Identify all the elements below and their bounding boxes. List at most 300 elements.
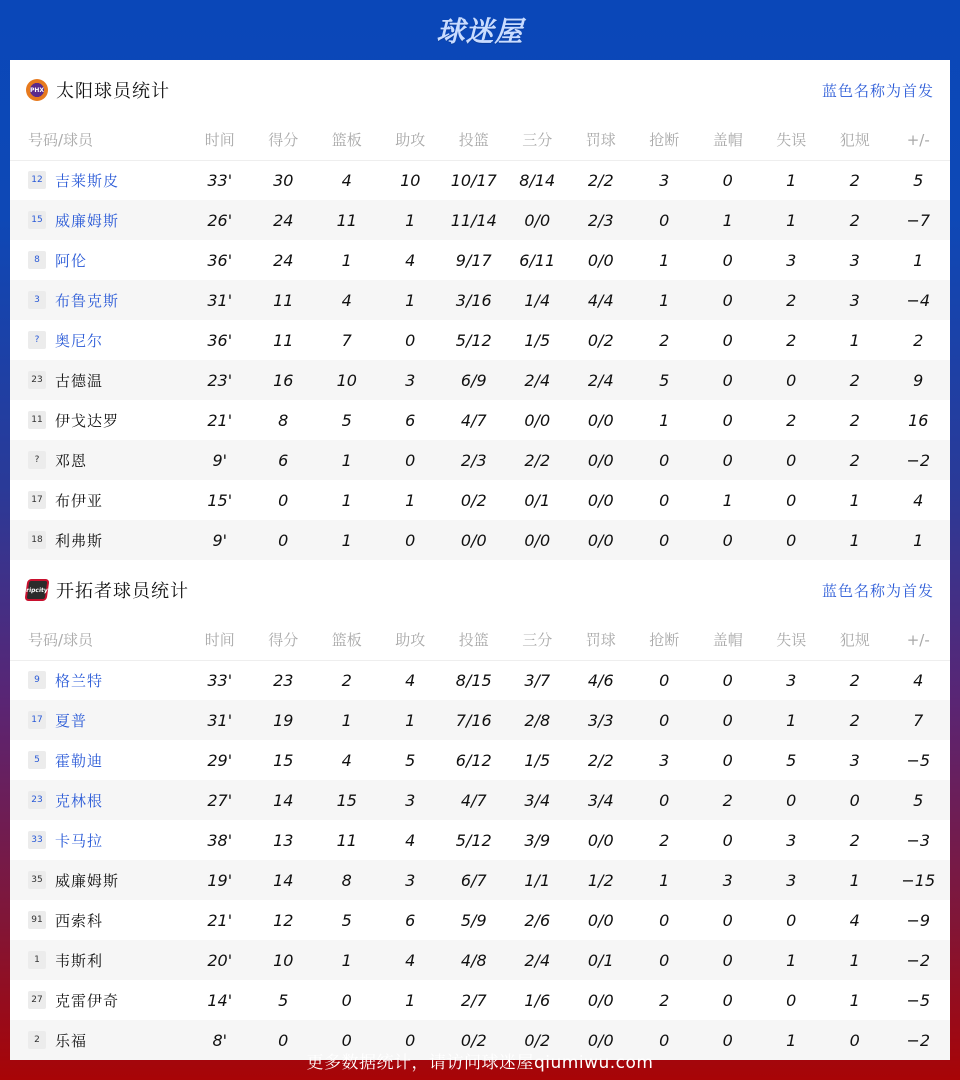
column-header-rebounds: 篮板 bbox=[315, 620, 379, 660]
jersey-number: 17 bbox=[28, 711, 46, 729]
stat-assists: 0 bbox=[405, 330, 416, 350]
stat-plus-minus: −15 bbox=[887, 860, 951, 900]
table-row[interactable] bbox=[10, 900, 950, 940]
player-stats-table bbox=[10, 620, 950, 1060]
stat-fouls: 1 bbox=[823, 860, 887, 900]
stat-assists: 0 bbox=[379, 520, 443, 560]
player-name[interactable]: 霍勒迪 bbox=[55, 751, 104, 770]
stat-turnovers: 3 bbox=[786, 670, 797, 690]
player-name[interactable]: 克雷伊奇 bbox=[55, 991, 120, 1010]
phx-suns-logo-icon: PHX bbox=[26, 79, 48, 101]
table-row[interactable] bbox=[10, 700, 950, 740]
stat-plus-minus: −2 bbox=[887, 940, 951, 980]
player-name[interactable]: 乐福 bbox=[55, 1031, 88, 1050]
player-cell[interactable] bbox=[10, 160, 188, 200]
stat-rebounds: 11 bbox=[315, 200, 379, 240]
stat-plus-minus: 5 bbox=[913, 170, 924, 190]
player-cell[interactable] bbox=[10, 700, 188, 740]
jersey-number: 91 bbox=[28, 911, 46, 929]
stat-three-pointers: 1/1 bbox=[506, 860, 570, 900]
player-name[interactable]: 吉莱斯皮 bbox=[55, 171, 120, 190]
player-cell[interactable] bbox=[10, 940, 188, 980]
stat-free-throws: 3/4 bbox=[569, 780, 633, 820]
stat-blocks: 0 bbox=[722, 910, 733, 930]
player-name[interactable]: 西索科 bbox=[55, 911, 104, 930]
stat-points: 12 bbox=[273, 910, 294, 930]
player-cell[interactable] bbox=[10, 480, 188, 520]
player-cell[interactable] bbox=[10, 360, 188, 400]
stat-free-throws: 0/0 bbox=[587, 410, 614, 430]
stat-rebounds: 4 bbox=[341, 750, 352, 770]
player-name[interactable]: 奥尼尔 bbox=[55, 331, 104, 350]
stat-points: 11 bbox=[273, 330, 294, 350]
stat-minutes: 31' bbox=[188, 280, 252, 320]
stat-turnovers: 0 bbox=[760, 780, 824, 820]
player-name[interactable]: 卡马拉 bbox=[55, 831, 104, 850]
stat-blocks: 3 bbox=[696, 860, 760, 900]
stat-minutes: 33' bbox=[207, 670, 233, 690]
column-header-minutes: 时间 bbox=[188, 120, 252, 160]
stat-points: 8 bbox=[278, 410, 289, 430]
stat-plus-minus: 7 bbox=[887, 700, 951, 740]
section-header bbox=[10, 60, 950, 120]
jersey-number: ? bbox=[28, 331, 46, 349]
player-cell[interactable] bbox=[10, 280, 188, 320]
stat-minutes: 14' bbox=[207, 990, 233, 1010]
stat-assists: 6 bbox=[405, 410, 416, 430]
player-name[interactable]: 古德温 bbox=[55, 371, 104, 390]
stat-blocks: 0 bbox=[722, 170, 733, 190]
stat-plus-minus: 16 bbox=[908, 410, 929, 430]
stat-fouls: 1 bbox=[823, 520, 887, 560]
stat-assists: 1 bbox=[379, 200, 443, 240]
stat-plus-minus: −5 bbox=[906, 990, 931, 1010]
stat-points: 14 bbox=[252, 780, 316, 820]
stat-plus-minus: −2 bbox=[887, 1020, 951, 1060]
stat-rebounds: 1 bbox=[315, 700, 379, 740]
stat-assists: 6 bbox=[405, 910, 416, 930]
table-row[interactable] bbox=[10, 660, 950, 700]
stat-blocks: 0 bbox=[696, 440, 760, 480]
stat-steals: 5 bbox=[633, 360, 697, 400]
stat-field-goals: 2/3 bbox=[442, 440, 506, 480]
stat-plus-minus: 4 bbox=[913, 490, 924, 510]
stat-assists: 1 bbox=[405, 990, 416, 1010]
stat-steals: 1 bbox=[659, 410, 670, 430]
stat-points: 16 bbox=[252, 360, 316, 400]
stat-free-throws: 0/2 bbox=[587, 330, 614, 350]
player-name[interactable]: 韦斯利 bbox=[55, 951, 104, 970]
stat-free-throws: 0/0 bbox=[587, 250, 614, 270]
player-name[interactable]: 伊戈达罗 bbox=[55, 411, 120, 430]
stat-assists: 0 bbox=[379, 1020, 443, 1060]
stat-minutes: 27' bbox=[188, 780, 252, 820]
column-header-fouls: 犯规 bbox=[823, 620, 887, 660]
stat-blocks: 0 bbox=[696, 360, 760, 400]
table-row[interactable] bbox=[10, 740, 950, 780]
footer-banner[interactable]: 更多数据统计，请访问球迷屋qiumiwu.com bbox=[306, 1052, 654, 1073]
stat-points: 0 bbox=[252, 1020, 316, 1060]
stat-steals: 0 bbox=[633, 780, 697, 820]
stat-fouls: 1 bbox=[849, 490, 860, 510]
table-row[interactable] bbox=[10, 520, 950, 560]
stat-rebounds: 1 bbox=[315, 520, 379, 560]
column-header-points: 得分 bbox=[252, 620, 316, 660]
stat-minutes: 8' bbox=[188, 1020, 252, 1060]
stat-blocks: 0 bbox=[696, 520, 760, 560]
column-header-field-goals: 投篮 bbox=[442, 120, 506, 160]
column-header-player: 号码/球员 bbox=[10, 620, 188, 660]
stat-blocks: 0 bbox=[722, 330, 733, 350]
stat-plus-minus: −4 bbox=[887, 280, 951, 320]
column-header-turnovers: 失误 bbox=[760, 620, 824, 660]
stat-minutes: 9' bbox=[188, 440, 252, 480]
stat-rebounds: 7 bbox=[341, 330, 352, 350]
starter-legend: 蓝色名称为首发 bbox=[821, 81, 934, 100]
stat-field-goals: 5/12 bbox=[455, 830, 492, 850]
stat-turnovers: 1 bbox=[760, 1020, 824, 1060]
section-title: 太阳球员统计 bbox=[56, 81, 170, 102]
stat-minutes: 23' bbox=[188, 360, 252, 400]
player-cell[interactable] bbox=[10, 320, 188, 360]
stat-field-goals: 2/7 bbox=[460, 990, 487, 1010]
stat-turnovers: 3 bbox=[786, 250, 797, 270]
stat-free-throws: 4/4 bbox=[569, 280, 633, 320]
stat-three-pointers: 1/6 bbox=[524, 990, 551, 1010]
stat-fouls: 2 bbox=[849, 670, 860, 690]
stat-steals: 2 bbox=[659, 830, 670, 850]
stat-steals: 2 bbox=[659, 330, 670, 350]
stat-field-goals: 11/14 bbox=[442, 200, 506, 240]
stat-steals: 0 bbox=[633, 200, 697, 240]
stat-rebounds: 8 bbox=[315, 860, 379, 900]
stat-steals: 3 bbox=[659, 750, 670, 770]
table-row[interactable] bbox=[10, 940, 950, 980]
table-row[interactable] bbox=[10, 400, 950, 440]
player-name[interactable]: 夏普 bbox=[55, 711, 88, 730]
player-name[interactable]: 格兰特 bbox=[55, 671, 104, 690]
stat-rebounds: 1 bbox=[341, 490, 352, 510]
stat-free-throws: 0/0 bbox=[569, 440, 633, 480]
stat-fouls: 2 bbox=[849, 410, 860, 430]
stat-turnovers: 0 bbox=[786, 990, 797, 1010]
table-header-row bbox=[10, 120, 950, 160]
stat-field-goals: 4/8 bbox=[442, 940, 506, 980]
player-name[interactable]: 布鲁克斯 bbox=[55, 291, 120, 310]
stat-points: 19 bbox=[252, 700, 316, 740]
stat-field-goals: 0/2 bbox=[460, 490, 487, 510]
column-header-three-pointers: 三分 bbox=[506, 620, 570, 660]
player-cell[interactable] bbox=[10, 740, 188, 780]
stat-turnovers: 1 bbox=[786, 170, 797, 190]
column-header-fouls: 犯规 bbox=[823, 120, 887, 160]
stat-three-pointers: 1/5 bbox=[524, 750, 551, 770]
jersey-number: 2 bbox=[28, 1031, 46, 1049]
stat-fouls: 0 bbox=[823, 1020, 887, 1060]
stat-points: 0 bbox=[278, 490, 289, 510]
column-header-assists: 助攻 bbox=[379, 120, 443, 160]
player-cell[interactable] bbox=[10, 240, 188, 280]
stat-plus-minus: 1 bbox=[887, 520, 951, 560]
stat-turnovers: 0 bbox=[786, 910, 797, 930]
player-name[interactable]: 阿伦 bbox=[55, 251, 88, 270]
table-row[interactable] bbox=[10, 480, 950, 520]
stat-free-throws: 0/1 bbox=[569, 940, 633, 980]
player-name[interactable]: 克林根 bbox=[55, 791, 104, 810]
stat-blocks: 0 bbox=[696, 940, 760, 980]
stat-blocks: 0 bbox=[722, 750, 733, 770]
section-header bbox=[10, 560, 950, 620]
column-header-three-pointers: 三分 bbox=[506, 120, 570, 160]
column-header-rebounds: 篮板 bbox=[315, 120, 379, 160]
stat-minutes: 9' bbox=[188, 520, 252, 560]
stat-steals: 2 bbox=[659, 990, 670, 1010]
stat-turnovers: 2 bbox=[760, 280, 824, 320]
table-row[interactable] bbox=[10, 360, 950, 400]
player-cell[interactable] bbox=[10, 860, 188, 900]
jersey-number: 15 bbox=[28, 211, 46, 229]
stat-blocks: 0 bbox=[722, 670, 733, 690]
stat-field-goals: 3/16 bbox=[442, 280, 506, 320]
jersey-number: 17 bbox=[28, 491, 46, 509]
stat-blocks: 0 bbox=[722, 830, 733, 850]
stat-turnovers: 3 bbox=[786, 830, 797, 850]
table-row[interactable] bbox=[10, 820, 950, 860]
stat-three-pointers: 0/0 bbox=[506, 200, 570, 240]
stat-turnovers: 1 bbox=[760, 940, 824, 980]
stat-blocks: 0 bbox=[722, 990, 733, 1010]
stat-steals: 0 bbox=[633, 940, 697, 980]
stat-rebounds: 15 bbox=[315, 780, 379, 820]
jersey-number: 35 bbox=[28, 871, 46, 889]
stat-blocks: 1 bbox=[696, 200, 760, 240]
site-header bbox=[0, 0, 960, 60]
stat-field-goals: 6/9 bbox=[442, 360, 506, 400]
stat-turnovers: 1 bbox=[760, 700, 824, 740]
stat-free-throws: 4/6 bbox=[587, 670, 614, 690]
stat-plus-minus: −7 bbox=[887, 200, 951, 240]
jersey-number: 27 bbox=[28, 991, 46, 1009]
stat-three-pointers: 0/2 bbox=[506, 1020, 570, 1060]
stat-field-goals: 10/17 bbox=[450, 170, 497, 190]
stat-minutes: 26' bbox=[188, 200, 252, 240]
starter-legend: 蓝色名称为首发 bbox=[821, 581, 934, 600]
stat-points: 11 bbox=[252, 280, 316, 320]
stat-three-pointers: 3/7 bbox=[524, 670, 551, 690]
table-row[interactable] bbox=[10, 200, 950, 240]
stat-three-pointers: 2/4 bbox=[506, 940, 570, 980]
stat-points: 6 bbox=[252, 440, 316, 480]
stat-field-goals: 7/16 bbox=[442, 700, 506, 740]
stat-field-goals: 8/15 bbox=[455, 670, 492, 690]
table-header-row bbox=[10, 620, 950, 660]
player-cell[interactable] bbox=[10, 980, 188, 1020]
player-name[interactable]: 布伊亚 bbox=[55, 491, 104, 510]
stat-steals: 0 bbox=[633, 700, 697, 740]
stat-field-goals: 4/7 bbox=[460, 410, 487, 430]
player-cell[interactable] bbox=[10, 400, 188, 440]
section-title: 开拓者球员统计 bbox=[56, 581, 189, 602]
stat-free-throws: 0/0 bbox=[587, 910, 614, 930]
player-name[interactable]: 邓恩 bbox=[55, 451, 88, 470]
stat-minutes: 36' bbox=[207, 250, 233, 270]
stat-turnovers: 2 bbox=[786, 330, 797, 350]
stat-three-pointers: 3/9 bbox=[524, 830, 551, 850]
stat-rebounds: 4 bbox=[315, 280, 379, 320]
stat-three-pointers: 8/14 bbox=[519, 170, 556, 190]
column-header-points: 得分 bbox=[252, 120, 316, 160]
stat-points: 15 bbox=[273, 750, 294, 770]
stat-fouls: 4 bbox=[849, 910, 860, 930]
stat-assists: 4 bbox=[405, 830, 416, 850]
jersey-number: ? bbox=[28, 451, 46, 469]
stat-fouls: 3 bbox=[849, 250, 860, 270]
stat-fouls: 2 bbox=[849, 170, 860, 190]
stat-assists: 10 bbox=[400, 170, 421, 190]
column-header-plus-minus: +/- bbox=[887, 120, 951, 160]
player-stats-table bbox=[10, 120, 950, 560]
stat-field-goals: 5/9 bbox=[460, 910, 487, 930]
stat-free-throws: 2/4 bbox=[569, 360, 633, 400]
stat-free-throws: 0/0 bbox=[587, 830, 614, 850]
stat-rebounds: 5 bbox=[341, 910, 352, 930]
stat-rebounds: 1 bbox=[315, 940, 379, 980]
stat-rebounds: 5 bbox=[341, 410, 352, 430]
jersey-number: 8 bbox=[28, 251, 46, 269]
stat-minutes: 20' bbox=[188, 940, 252, 980]
stat-free-throws: 0/0 bbox=[569, 520, 633, 560]
stat-blocks: 0 bbox=[722, 410, 733, 430]
stat-steals: 0 bbox=[659, 910, 670, 930]
player-cell[interactable] bbox=[10, 900, 188, 940]
stat-three-pointers: 3/4 bbox=[506, 780, 570, 820]
jersey-number: 33 bbox=[28, 831, 46, 849]
stat-steals: 0 bbox=[633, 520, 697, 560]
stat-blocks: 0 bbox=[696, 1020, 760, 1060]
stat-points: 24 bbox=[273, 250, 294, 270]
player-cell[interactable] bbox=[10, 660, 188, 700]
player-cell[interactable] bbox=[10, 820, 188, 860]
stat-points: 14 bbox=[252, 860, 316, 900]
stat-minutes: 21' bbox=[207, 410, 233, 430]
table-row[interactable] bbox=[10, 320, 950, 360]
player-cell[interactable] bbox=[10, 520, 188, 560]
stat-plus-minus: −9 bbox=[906, 910, 931, 930]
stat-plus-minus: 1 bbox=[913, 250, 924, 270]
stat-fouls: 0 bbox=[823, 780, 887, 820]
stat-assists: 1 bbox=[405, 490, 416, 510]
stat-field-goals: 6/12 bbox=[455, 750, 492, 770]
stat-rebounds: 10 bbox=[315, 360, 379, 400]
stat-plus-minus: 2 bbox=[913, 330, 924, 350]
stat-turnovers: 2 bbox=[786, 410, 797, 430]
stat-blocks: 0 bbox=[696, 700, 760, 740]
stat-turnovers: 0 bbox=[760, 520, 824, 560]
stat-fouls: 3 bbox=[849, 750, 860, 770]
stat-rebounds: 11 bbox=[336, 830, 357, 850]
jersey-number: 5 bbox=[28, 751, 46, 769]
stat-free-throws: 2/3 bbox=[569, 200, 633, 240]
stat-plus-minus: −3 bbox=[906, 830, 931, 850]
stat-three-pointers: 2/4 bbox=[506, 360, 570, 400]
stat-field-goals: 5/12 bbox=[455, 330, 492, 350]
stat-assists: 0 bbox=[379, 440, 443, 480]
column-header-steals: 抢断 bbox=[633, 120, 697, 160]
stat-steals: 0 bbox=[659, 670, 670, 690]
stat-points: 30 bbox=[273, 170, 294, 190]
stat-turnovers: 5 bbox=[786, 750, 797, 770]
player-name[interactable]: 威廉姆斯 bbox=[55, 211, 120, 230]
stat-field-goals: 0/2 bbox=[442, 1020, 506, 1060]
stat-fouls: 3 bbox=[823, 280, 887, 320]
jersey-number: 23 bbox=[28, 371, 46, 389]
stat-turnovers: 0 bbox=[760, 440, 824, 480]
stat-three-pointers: 2/6 bbox=[524, 910, 551, 930]
stat-plus-minus: 5 bbox=[887, 780, 951, 820]
column-header-blocks: 盖帽 bbox=[696, 620, 760, 660]
player-name[interactable]: 威廉姆斯 bbox=[55, 871, 120, 890]
stat-assists: 4 bbox=[405, 670, 416, 690]
stat-fouls: 2 bbox=[823, 200, 887, 240]
stat-free-throws: 3/3 bbox=[569, 700, 633, 740]
player-name[interactable]: 利弗斯 bbox=[55, 531, 104, 550]
stat-steals: 3 bbox=[659, 170, 670, 190]
column-header-free-throws: 罚球 bbox=[569, 120, 633, 160]
stat-steals: 1 bbox=[659, 250, 670, 270]
stat-assists: 4 bbox=[379, 940, 443, 980]
stat-three-pointers: 1/4 bbox=[506, 280, 570, 320]
stat-field-goals: 4/7 bbox=[442, 780, 506, 820]
table-row[interactable] bbox=[10, 860, 950, 900]
stat-assists: 3 bbox=[379, 360, 443, 400]
stat-fouls: 2 bbox=[823, 700, 887, 740]
table-row[interactable] bbox=[10, 280, 950, 320]
column-header-minutes: 时间 bbox=[188, 620, 252, 660]
stat-minutes: 29' bbox=[207, 750, 233, 770]
stat-minutes: 38' bbox=[207, 830, 233, 850]
stat-turnovers: 0 bbox=[786, 490, 797, 510]
table-row[interactable] bbox=[10, 780, 950, 820]
table-row[interactable] bbox=[10, 240, 950, 280]
stat-points: 13 bbox=[273, 830, 294, 850]
jersey-number: 18 bbox=[28, 531, 46, 549]
stat-assists: 3 bbox=[379, 860, 443, 900]
stat-minutes: 33' bbox=[207, 170, 233, 190]
stat-free-throws: 2/2 bbox=[587, 170, 614, 190]
column-header-steals: 抢断 bbox=[633, 620, 697, 660]
stat-points: 10 bbox=[252, 940, 316, 980]
table-row[interactable] bbox=[10, 160, 950, 200]
stat-fouls: 1 bbox=[849, 990, 860, 1010]
stat-blocks: 0 bbox=[696, 280, 760, 320]
stat-points: 24 bbox=[252, 200, 316, 240]
player-cell[interactable] bbox=[10, 780, 188, 820]
player-cell[interactable] bbox=[10, 440, 188, 480]
player-cell[interactable] bbox=[10, 200, 188, 240]
stat-points: 0 bbox=[252, 520, 316, 560]
stat-assists: 5 bbox=[405, 750, 416, 770]
stat-three-pointers: 6/11 bbox=[519, 250, 556, 270]
stat-steals: 0 bbox=[633, 440, 697, 480]
stat-rebounds: 1 bbox=[315, 440, 379, 480]
column-header-turnovers: 失误 bbox=[760, 120, 824, 160]
table-row[interactable] bbox=[10, 980, 950, 1020]
table-row[interactable] bbox=[10, 440, 950, 480]
stat-three-pointers: 0/0 bbox=[524, 410, 551, 430]
stat-fouls: 1 bbox=[849, 330, 860, 350]
stat-steals: 0 bbox=[659, 490, 670, 510]
column-header-player: 号码/球员 bbox=[10, 120, 188, 160]
